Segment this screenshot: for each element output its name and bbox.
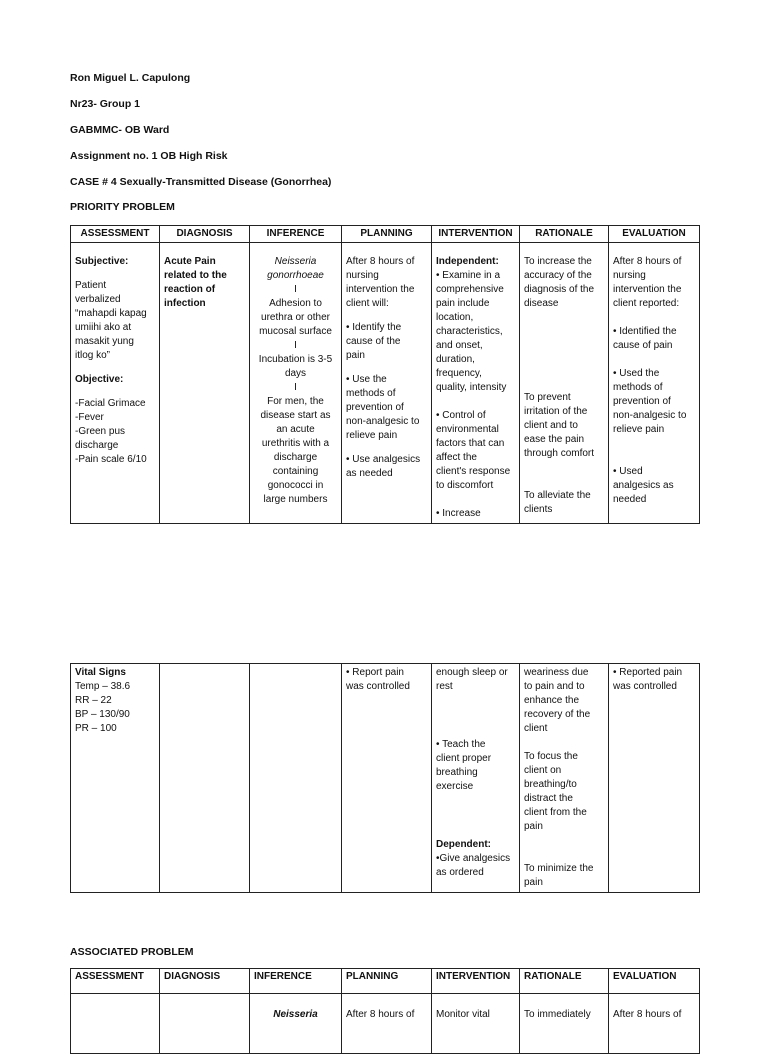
- intervention-line: rest: [436, 681, 453, 692]
- subjective-label: Subjective:: [75, 256, 129, 267]
- student-name: Ron Miguel L. Capulong: [70, 72, 191, 84]
- rationale-line: recovery of the: [524, 709, 591, 720]
- organism-name: gonorrhoeae: [267, 270, 324, 281]
- rationale-line: irritation of the: [524, 406, 588, 417]
- col-assessment: ASSESSMENT: [71, 226, 160, 243]
- organism-name: Neisseria: [274, 256, 317, 267]
- rationale-line: client on: [524, 765, 562, 776]
- col-inference: INFERENCE: [250, 969, 342, 994]
- planning-line: cause of the: [346, 336, 401, 347]
- intervention-cell: [432, 243, 520, 524]
- diagnosis-line: reaction of: [164, 284, 216, 295]
- diagnosis-line: Acute Pain: [164, 256, 216, 267]
- quote-line: umiihi ako at: [75, 322, 132, 333]
- rationale-line: enhance the: [524, 695, 580, 706]
- rationale-line: pain: [524, 877, 543, 888]
- inference-line: an acute: [276, 424, 315, 435]
- col-diagnosis: DIAGNOSIS: [160, 969, 250, 994]
- intervention-line: • Control of: [436, 410, 486, 421]
- col-planning: PLANNING: [342, 226, 432, 243]
- inference-line: Adhesion to: [269, 298, 322, 309]
- vitals-label: Vital Signs: [75, 667, 126, 678]
- rationale-line: To prevent: [524, 392, 571, 403]
- evaluation-line: non-analgesic to: [613, 410, 687, 421]
- inference-line: large numbers: [263, 494, 328, 505]
- planning-line: intervention the: [346, 284, 415, 295]
- intervention-line: frequency,: [436, 368, 482, 379]
- planning-line: methods of: [346, 388, 396, 399]
- inference-line: mucosal surface: [259, 326, 332, 337]
- rationale-line: clients: [524, 504, 553, 515]
- intervention-line: client proper: [436, 753, 492, 764]
- col-assessment: ASSESSMENT: [71, 969, 160, 994]
- planning-line: After 8 hours of: [346, 1009, 415, 1020]
- evaluation-line: After 8 hours of: [613, 1009, 682, 1020]
- evaluation-line: prevention of: [613, 396, 671, 407]
- rationale-line: To immediately: [524, 1009, 591, 1020]
- ward-label: GABMMC- OB Ward: [70, 124, 170, 136]
- evaluation-line: After 8 hours of: [613, 256, 682, 267]
- intervention-line: • Examine in a: [436, 270, 501, 281]
- planning-line: pain: [346, 350, 365, 361]
- inference-line: urethritis with a: [261, 438, 330, 449]
- evaluation-line: relieve pain: [613, 424, 665, 435]
- vital-line: BP – 130/90: [75, 709, 130, 720]
- assignment-label: Assignment no. 1 OB High Risk: [70, 150, 228, 162]
- evaluation-line: • Used: [613, 466, 643, 477]
- col-rationale: RATIONALE: [520, 969, 609, 994]
- vital-line: RR – 22: [75, 695, 112, 706]
- priority-care-plan-table: [70, 225, 700, 524]
- intervention-line: environmental: [436, 424, 499, 435]
- rationale-line: client from the: [524, 807, 587, 818]
- intervention-line: factors that can: [436, 438, 505, 449]
- flow-arrow: I: [294, 284, 297, 295]
- intervention-line: •Give analgesics: [436, 853, 511, 864]
- rationale-line: accuracy of the: [524, 270, 592, 281]
- intervention-line: to discomfort: [436, 480, 494, 491]
- evaluation-line: • Used the: [613, 368, 660, 379]
- planning-line: • Use the: [346, 374, 387, 385]
- evaluation-line: client reported:: [613, 298, 680, 309]
- diagnosis-line: related to the: [164, 270, 227, 281]
- assessment-cell: [71, 243, 160, 524]
- intervention-line: client's response: [436, 466, 511, 477]
- rationale-line: To focus the: [524, 751, 578, 762]
- evaluation-line: analgesics as: [613, 480, 674, 491]
- case-title: CASE # 4 Sexually-Transmitted Disease (Gonorrhea): [70, 176, 332, 188]
- intervention-line: location,: [436, 312, 474, 323]
- quote-line: Patient: [75, 280, 107, 291]
- col-rationale: RATIONALE: [520, 226, 609, 243]
- planning-line: as needed: [346, 468, 393, 479]
- inference-line: Incubation is 3-5: [258, 354, 333, 365]
- objective-item: discharge: [75, 440, 119, 451]
- planning-line: nursing: [346, 270, 379, 281]
- priority-problem-heading: PRIORITY PROBLEM: [70, 201, 175, 213]
- flow-arrow: I: [294, 340, 297, 351]
- rationale-line: to pain and to: [524, 681, 585, 692]
- quote-line: itlog ko”: [75, 350, 111, 361]
- planning-line: After 8 hours of: [346, 256, 415, 267]
- rationale-line: client: [524, 723, 548, 734]
- planning-line: • Identify the: [346, 322, 402, 333]
- intervention-line: characteristics,: [436, 326, 503, 337]
- planning-line: non-analgesic to: [346, 416, 420, 427]
- table-header-row: [71, 226, 700, 243]
- quote-line: verbalized: [75, 294, 121, 305]
- inference-line: disease start as: [260, 410, 331, 421]
- vital-line: PR – 100: [75, 723, 117, 734]
- intervention-line: and onset,: [436, 340, 483, 351]
- inference-line: containing: [272, 466, 319, 477]
- inference-line: For men, the: [267, 396, 324, 407]
- evaluation-line: methods of: [613, 382, 663, 393]
- intervention-line: exercise: [436, 781, 474, 792]
- rationale-line: To minimize the: [524, 863, 594, 874]
- inference-line: days: [284, 368, 307, 379]
- evaluation-cell: [609, 664, 700, 893]
- col-inference: INFERENCE: [250, 226, 342, 243]
- evaluation-line: was controlled: [613, 681, 677, 692]
- evaluation-cell: [609, 243, 700, 524]
- planning-line: • Report pain: [346, 667, 404, 678]
- intervention-line: comprehensive: [436, 284, 504, 295]
- objective-label: Objective:: [75, 374, 124, 385]
- intervention-line: pain include: [436, 298, 490, 309]
- evaluation-line: • Identified the: [613, 326, 677, 337]
- table-row: [71, 243, 700, 524]
- inference-cell: [250, 243, 342, 524]
- table-header-row: [71, 969, 700, 994]
- rationale-line: disease: [524, 298, 559, 309]
- inference-line: gonococci in: [267, 480, 324, 491]
- intervention-line: breathing: [436, 767, 478, 778]
- evaluation-line: needed: [613, 494, 647, 505]
- quote-line: “mahapdi kapag: [75, 308, 147, 319]
- diagnosis-cell: [160, 664, 250, 893]
- organism-name: Neisseria: [273, 1009, 318, 1020]
- col-intervention: INTERVENTION: [432, 226, 520, 243]
- objective-item: -Pain scale 6/10: [75, 454, 147, 465]
- intervention-line: quality, intensity: [436, 382, 507, 393]
- vital-line: Temp – 38.6: [75, 681, 131, 692]
- col-diagnosis: DIAGNOSIS: [160, 226, 250, 243]
- rationale-cell: [520, 664, 609, 893]
- col-evaluation: EVALUATION: [609, 969, 700, 994]
- intervention-line: as ordered: [436, 867, 484, 878]
- rationale-line: pain: [524, 821, 543, 832]
- rationale-line: To alleviate the: [524, 490, 591, 501]
- rationale-line: ease the pain: [524, 434, 585, 445]
- rationale-line: distract the: [524, 793, 573, 804]
- inference-line: urethra or other: [261, 312, 330, 323]
- table-row: [71, 664, 700, 893]
- objective-item: -Facial Grimace: [75, 398, 146, 409]
- rationale-line: weariness due: [524, 667, 589, 678]
- intervention-line: Monitor vital: [436, 1009, 490, 1020]
- planning-cell: [342, 243, 432, 524]
- group-label: Nr23- Group 1: [70, 98, 141, 110]
- vitals-cell: [71, 664, 160, 893]
- intervention-line: enough sleep or: [436, 667, 508, 678]
- col-planning: PLANNING: [342, 969, 432, 994]
- intervention-line: • Teach the: [436, 739, 486, 750]
- rationale-line: diagnosis of the: [524, 284, 595, 295]
- objective-item: -Fever: [75, 412, 104, 423]
- evaluation-line: cause of pain: [613, 340, 673, 351]
- rationale-line: client and to: [524, 420, 578, 431]
- intervention-cell: [432, 664, 520, 893]
- rationale-line: breathing/to: [524, 779, 577, 790]
- priority-care-plan-continuation-table: [70, 663, 700, 893]
- associated-problem-heading: ASSOCIATED PROBLEM: [70, 946, 194, 958]
- evaluation-line: intervention the: [613, 284, 682, 295]
- quote-line: masakit yung: [75, 336, 134, 347]
- inference-line: discharge: [273, 452, 318, 463]
- objective-item: -Green pus: [75, 426, 126, 437]
- planning-line: prevention of: [346, 402, 404, 413]
- planning-line: • Use analgesics: [346, 454, 421, 465]
- rationale-line: through comfort: [524, 448, 595, 459]
- diagnosis-cell: [160, 243, 250, 524]
- inference-cell: [250, 664, 342, 893]
- intervention-line: affect the: [436, 452, 477, 463]
- evaluation-line: • Reported pain: [613, 667, 683, 678]
- dependent-label: Dependent:: [436, 839, 491, 850]
- independent-label: Independent:: [436, 256, 499, 267]
- planning-line: relieve pain: [346, 430, 398, 441]
- rationale-line: To increase the: [524, 256, 592, 267]
- evaluation-line: nursing: [613, 270, 646, 281]
- col-intervention: INTERVENTION: [432, 969, 520, 994]
- intervention-line: • Increase: [436, 508, 481, 519]
- diagnosis-line: infection: [164, 298, 206, 309]
- flow-arrow: I: [294, 382, 297, 393]
- planning-line: client will:: [346, 298, 389, 309]
- associated-care-plan-table: [70, 968, 700, 1054]
- rationale-cell: [520, 243, 609, 524]
- planning-cell: [342, 664, 432, 893]
- intervention-line: duration,: [436, 354, 475, 365]
- planning-line: was controlled: [346, 681, 410, 692]
- col-evaluation: EVALUATION: [609, 226, 700, 243]
